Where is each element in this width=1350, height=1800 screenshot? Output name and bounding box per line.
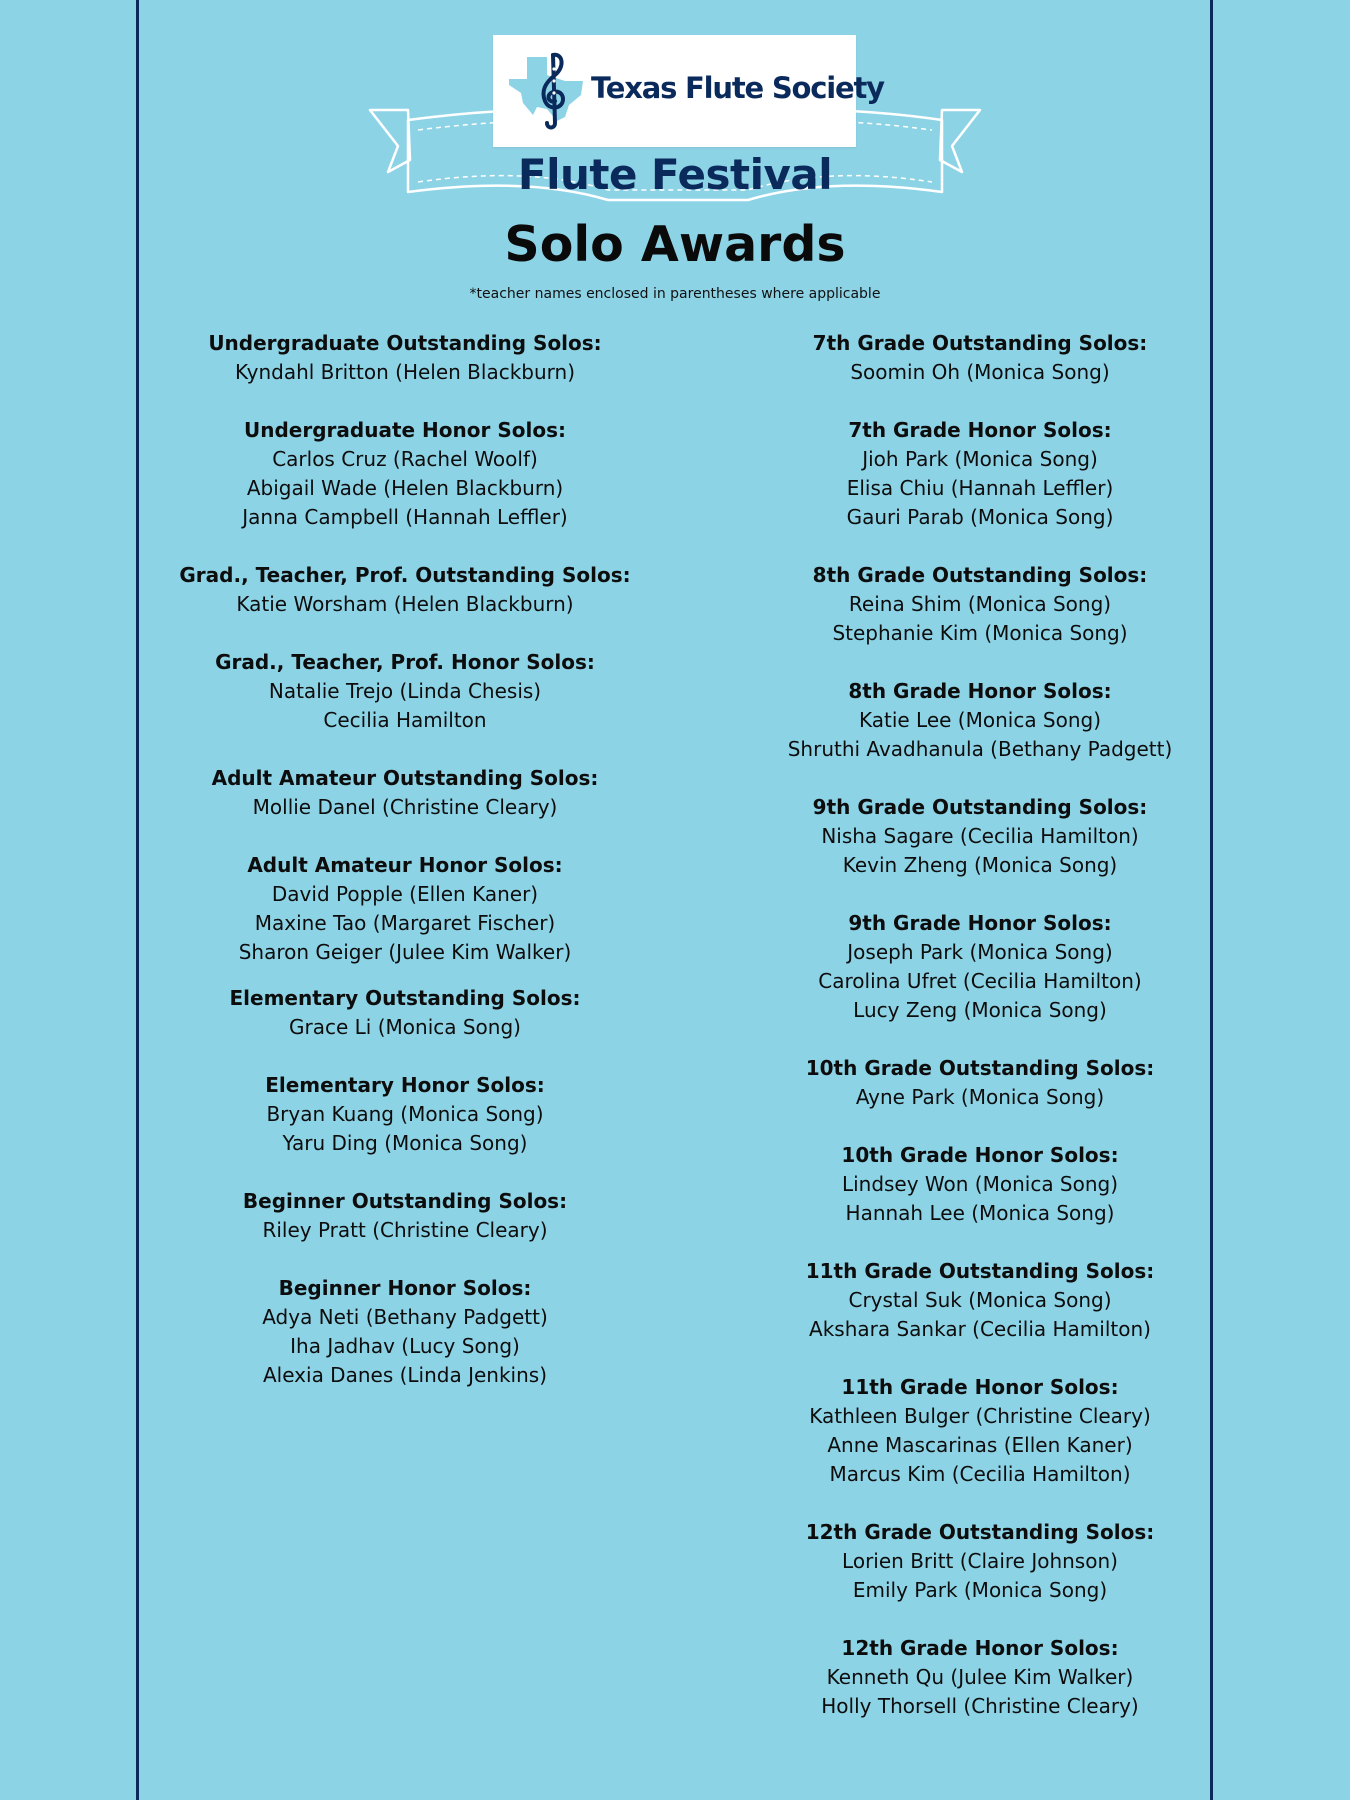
award-section [160,416,650,532]
award-entry: Grace Li (Monica Song) [289,1015,521,1039]
award-section [160,329,650,387]
award-entry: Stephanie Kim (Monica Song) [832,621,1128,645]
texas-treble-clef-icon [507,51,587,131]
section-heading: 12th Grade Honor Solos: [841,1636,1119,1660]
award-entry: Janna Campbell (Hannah Leffler) [242,505,568,529]
left-column [160,329,650,1419]
award-entry: Anne Mascarinas (Ellen Kaner) [827,1433,1133,1457]
award-entry: Sharon Geiger (Julee Kim Walker) [238,940,572,964]
award-entry: Kyndahl Britton (Helen Blackburn) [234,360,576,384]
award-entry: Maxine Tao (Margaret Fischer) [254,911,556,935]
section-heading: Grad., Teacher, Prof. Honor Solos: [215,650,595,674]
logo-text: Texas Flute Society [591,71,884,105]
section-heading: 8th Grade Outstanding Solos: [812,563,1148,587]
award-section [740,561,1220,648]
award-entry: Soomin Oh (Monica Song) [850,360,1110,384]
section-heading: 12th Grade Outstanding Solos: [805,1520,1155,1544]
award-section [740,1373,1220,1489]
award-entry: Katie Lee (Monica Song) [858,708,1102,732]
award-entry: Kathleen Bulger (Christine Cleary) [809,1404,1151,1428]
section-heading: 9th Grade Honor Solos: [848,911,1112,935]
award-entry: Iha Jadhav (Lucy Song) [290,1334,520,1358]
award-entry: Marcus Kim (Cecilia Hamilton) [829,1462,1131,1486]
festival-title: Flute Festival [517,150,833,199]
award-entry: Lucy Zeng (Monica Song) [853,998,1107,1022]
award-entry: David Popple (Ellen Kaner) [271,882,539,906]
teacher-note: *teacher names enclosed in parentheses where applicable [469,286,881,302]
award-section [740,1634,1220,1721]
award-entry: Abigail Wade (Helen Blackburn) [246,476,564,500]
award-entry: Adya Neti (Bethany Padgett) [262,1305,548,1329]
section-heading: 9th Grade Outstanding Solos: [812,795,1148,819]
award-entry: Carlos Cruz (Rachel Woolf) [272,447,538,471]
section-heading: Adult Amateur Outstanding Solos: [211,766,599,790]
section-heading: Beginner Outstanding Solos: [242,1189,568,1213]
award-entry: Cecilia Hamilton [323,708,487,732]
award-entry: Shruthi Avadhanula (Bethany Padgett) [787,737,1173,761]
award-section [740,793,1220,880]
award-section [160,648,650,735]
award-section [160,984,650,1042]
award-section [160,1071,650,1158]
award-section [740,329,1220,387]
award-section [160,764,650,822]
award-entry: Akshara Sankar (Cecilia Hamilton) [809,1317,1151,1341]
award-entry: Reina Shim (Monica Song) [848,592,1112,616]
award-section [740,416,1220,532]
section-heading: 7th Grade Outstanding Solos: [812,331,1148,355]
award-entry: Lorien Britt (Claire Johnson) [842,1549,1118,1573]
section-heading: Elementary Outstanding Solos: [229,986,581,1010]
award-entry: Kevin Zheng (Monica Song) [842,853,1118,877]
award-entry: Carolina Ufret (Cecilia Hamilton) [818,969,1142,993]
section-heading: 10th Grade Outstanding Solos: [805,1056,1155,1080]
award-section [740,1141,1220,1228]
award-entry: Natalie Trejo (Linda Chesis) [268,679,542,703]
award-section [740,1518,1220,1605]
award-entry: Gauri Parab (Monica Song) [846,505,1114,529]
award-entry: Jioh Park (Monica Song) [862,447,1098,471]
award-section [160,851,650,967]
award-entry: Kenneth Qu (Julee Kim Walker) [826,1665,1134,1689]
award-entry: Nisha Sagare (Cecilia Hamilton) [821,824,1139,848]
award-entry: Lindsey Won (Monica Song) [841,1172,1119,1196]
award-entry: Emily Park (Monica Song) [852,1578,1108,1602]
award-section [740,909,1220,1025]
texas-flute-society-logo [493,35,884,147]
section-heading: Beginner Honor Solos: [278,1276,532,1300]
award-entry: Ayne Park (Monica Song) [855,1085,1105,1109]
award-entry: Alexia Danes (Linda Jenkins) [262,1363,547,1387]
award-entry: Crystal Suk (Monica Song) [848,1288,1112,1312]
section-heading: Undergraduate Outstanding Solos: [208,331,602,355]
section-heading: Elementary Honor Solos: [265,1073,545,1097]
award-entry: Joseph Park (Monica Song) [847,940,1113,964]
award-section [740,1054,1220,1112]
section-heading: 8th Grade Honor Solos: [848,679,1112,703]
award-section [160,561,650,619]
section-heading: Undergraduate Honor Solos: [244,418,566,442]
award-section [160,1187,650,1245]
award-entry: Mollie Danel (Christine Cleary) [252,795,558,819]
award-section [740,677,1220,764]
award-section [740,1257,1220,1344]
section-heading: Grad., Teacher, Prof. Outstanding Solos: [179,563,631,587]
page-title: Solo Awards [504,216,846,273]
award-entry: Riley Pratt (Christine Cleary) [262,1218,548,1242]
award-entry: Katie Worsham (Helen Blackburn) [236,592,574,616]
right-column [740,329,1220,1750]
section-heading: 11th Grade Honor Solos: [841,1375,1119,1399]
award-section [160,1274,650,1390]
award-entry: Yaru Ding (Monica Song) [282,1131,528,1155]
award-entry: Hannah Lee (Monica Song) [845,1201,1115,1225]
award-entry: Elisa Chiu (Hannah Leffler) [846,476,1114,500]
section-heading: 11th Grade Outstanding Solos: [805,1259,1155,1283]
section-heading: Adult Amateur Honor Solos: [247,853,563,877]
section-heading: 10th Grade Honor Solos: [841,1143,1119,1167]
award-entry: Holly Thorsell (Christine Cleary) [821,1694,1139,1718]
section-heading: 7th Grade Honor Solos: [848,418,1112,442]
award-entry: Bryan Kuang (Monica Song) [266,1102,544,1126]
